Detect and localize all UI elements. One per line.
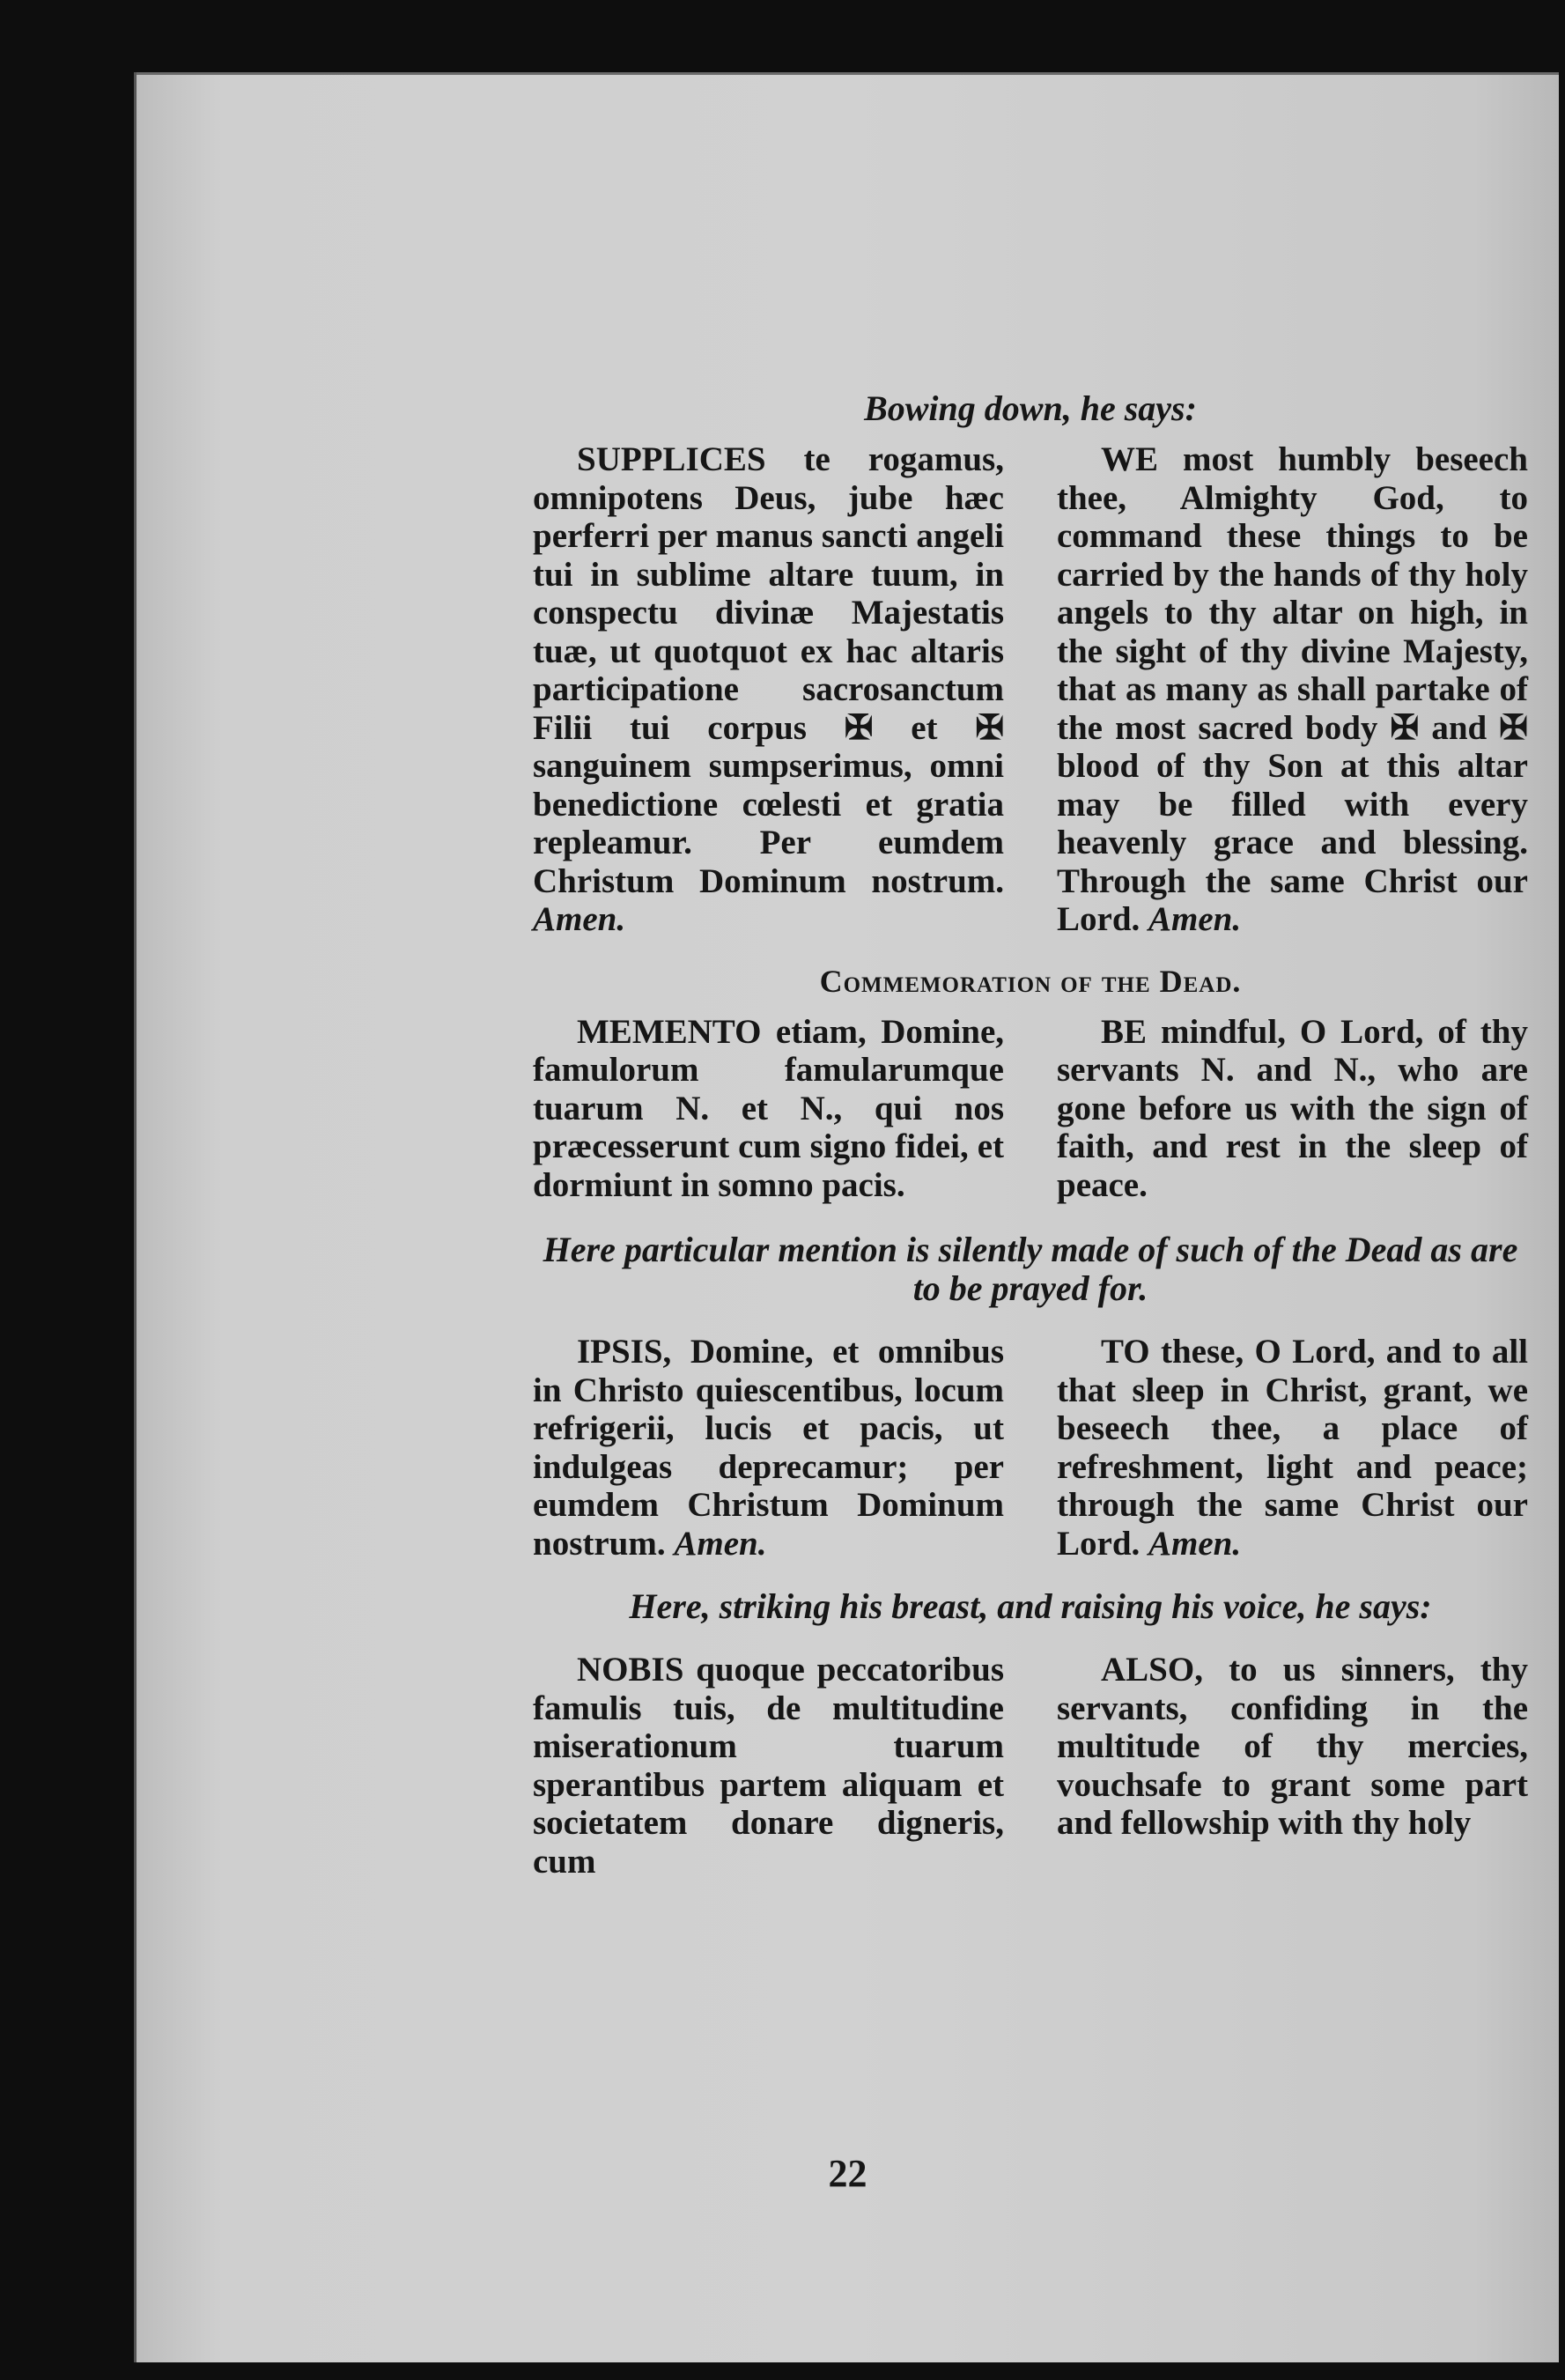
rubric-particular-mention: Here particular mention is silently made of such of the Dead as are to be prayed for.	[543, 1230, 1518, 1308]
page-number: 22	[828, 2152, 867, 2195]
nobis-latin: NOBIS quoque peccatoribus famulis tuis, de multitudine miserationum tuarum sperantibus partem aliquam et societatem donare digneris, cum	[533, 1651, 1004, 1881]
english-column	[1057, 1013, 1528, 1205]
latin-column	[533, 440, 1004, 939]
amen-label: Amen.	[533, 900, 626, 938]
amen-label: Amen.	[1148, 900, 1242, 938]
text-block	[533, 389, 1528, 1881]
rubric-bowing-down: Bowing down, he says:	[864, 388, 1197, 428]
amen-label: Amen.	[1148, 1524, 1242, 1563]
english-column	[1057, 440, 1528, 939]
english-column	[1057, 1651, 1528, 1881]
latin-column	[533, 1651, 1004, 1881]
amen-label: Amen.	[674, 1524, 767, 1563]
memento-english: BE mindful, O Lord, of thy servants N. and N., who are gone before us with the sign of faith, and rest in the sleep of peace.	[1057, 1012, 1528, 1204]
nobis-section	[533, 1651, 1528, 1881]
latin-column	[533, 1013, 1004, 1205]
latin-column	[533, 1333, 1004, 1563]
ipsis-english: TO these, O Lord, and to all that sleep in Christ, grant, we beseech thee, a place of refreshment, light and peace; through the same Christ our Lord. Amen.	[1057, 1333, 1528, 1563]
supplices-english: WE most humbly beseech thee, Almighty God, to command these things to be carried by the hands of thy holy angels to thy altar on high, in the sight of thy divine Majesty, that as many as shall partake of the most sacred body ✠ and ✠ blood of thy Son at this altar may be filled with every heavenly grace and blessing. Through the same Christ our Lord. Amen.	[1057, 440, 1528, 938]
supplices-latin: SUPPLICES te rogamus, omnipotens Deus, jube hæc perferri per manus sancti angeli tui in sublime altare tuum, in conspectu divinæ Majestatis tuæ, ut quotquot ex hac altaris participatione sacrosanctum Filii tui corpus ✠ et ✠ sanguinem sumpserimus, omni benedictione cœlesti et gratia repleamur. Per eumdem Christum Dominum nostrum. Amen.	[533, 440, 1004, 938]
nobis-english: ALSO, to us sinners, thy servants, confiding in the multitude of thy mercies, vouchsafe to grant some part and fellowship with thy holy	[1057, 1651, 1528, 1842]
memento-latin: MEMENTO etiam, Domine, famulorum famularumque tuarum N. et N., qui nos præcesserunt cum signo fidei, et dormiunt in somno pacis.	[533, 1012, 1004, 1204]
english-column	[1057, 1333, 1528, 1563]
commemoration-heading: Commemoration of the Dead.	[819, 963, 1242, 999]
book-page	[134, 72, 1559, 2362]
ipsis-latin: IPSIS, Domine, et omnibus in Christo quiescentibus, locum refrigerii, lucis et pacis, ut indulgeas deprecamur; per eumdem Christum Dominum nostrum. Amen.	[533, 1333, 1004, 1563]
memento-section	[533, 1013, 1528, 1205]
rubric-striking-breast: Here, striking his breast, and raising his voice, he says:	[629, 1586, 1432, 1626]
supplices-section	[533, 440, 1528, 939]
ipsis-section	[533, 1333, 1528, 1563]
